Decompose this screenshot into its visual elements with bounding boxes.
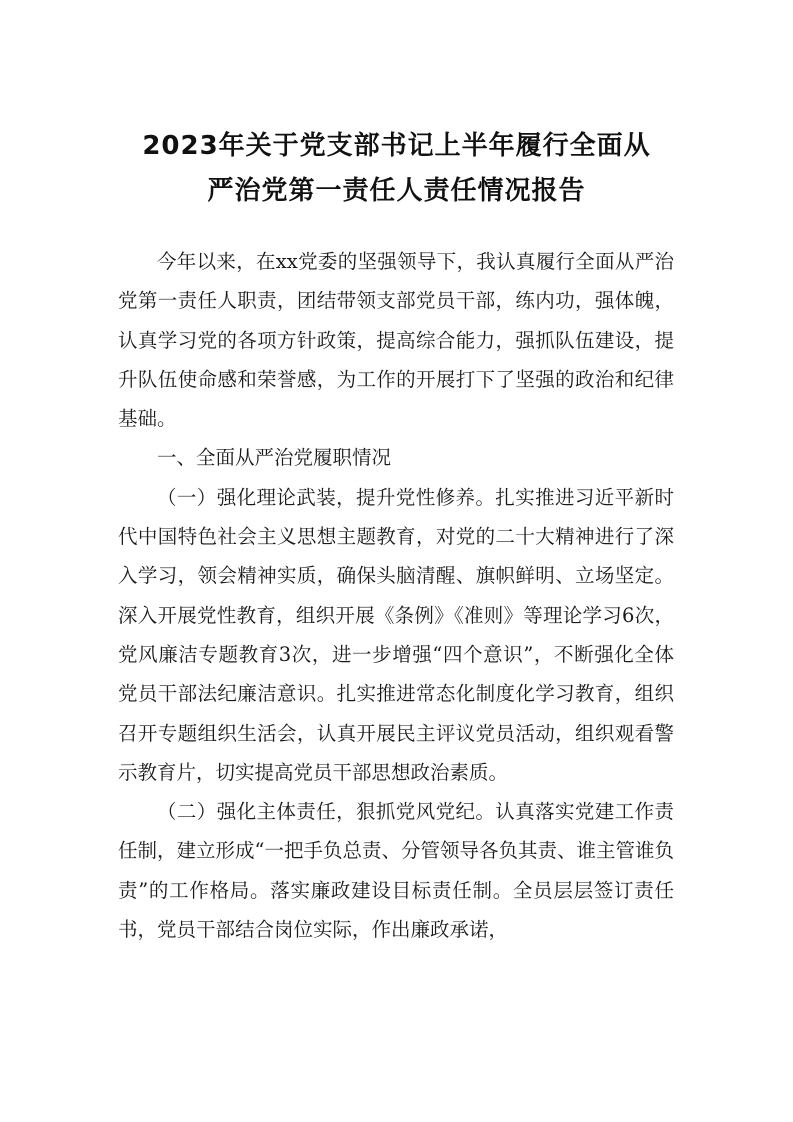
intro-paragraph: 今年以来，在xx党委的坚强领导下，我认真履行全面从严治党第一责任人职责，团结带领支部党员干部，练内功，强体魄，认真学习党的各项方针政策，提高综合能力，强抓队伍建设，提升队伍使命感和荣誉感，为工作的开展打下了坚强的政治和纪律基础。 — [118, 250, 674, 431]
subsection-paragraph-2: （二）强化主体责任，狠抓党风党纪。认真落实党建工作责任制，建立形成“一把手负总责、分管领导各负其责、谁主管谁负责”的工作格局。落实廉政建设目标责任制。全员层层签订责任书，党员干部结合岗位实际，作出廉政承诺， — [118, 800, 674, 942]
section-heading: 一、全面从严治党履职情况 — [157, 446, 392, 470]
subsection-paragraph-1: （一）强化理论武装，提升党性修养。扎实推进习近平新时代中国特色社会主义思想主题教育，对党的二十大精神进行了深入学习，领会精神实质，确保头脑清醒、旗帜鲜明、立场坚定。深入开展党性教育，组织开展《条例》《准则》等理论学习6次，党风廉洁专题教育3次，进一步增强“四个意识”，不断强化全体党员干部法纪廉洁意识。扎实推进常态化制度化学习教育，组织召开专题组织生活会，认真开展民主评议党员活动，组织观看警示教育片，切实提高党员干部思想政治素质。 — [118, 485, 674, 784]
title-line-2: 严治党第一责任人责任情况报告 — [207, 176, 586, 206]
title-line-1: 2023年关于党支部书记上半年履行全面从 — [142, 131, 651, 161]
document-body — [118, 242, 674, 949]
document-title — [110, 124, 683, 214]
